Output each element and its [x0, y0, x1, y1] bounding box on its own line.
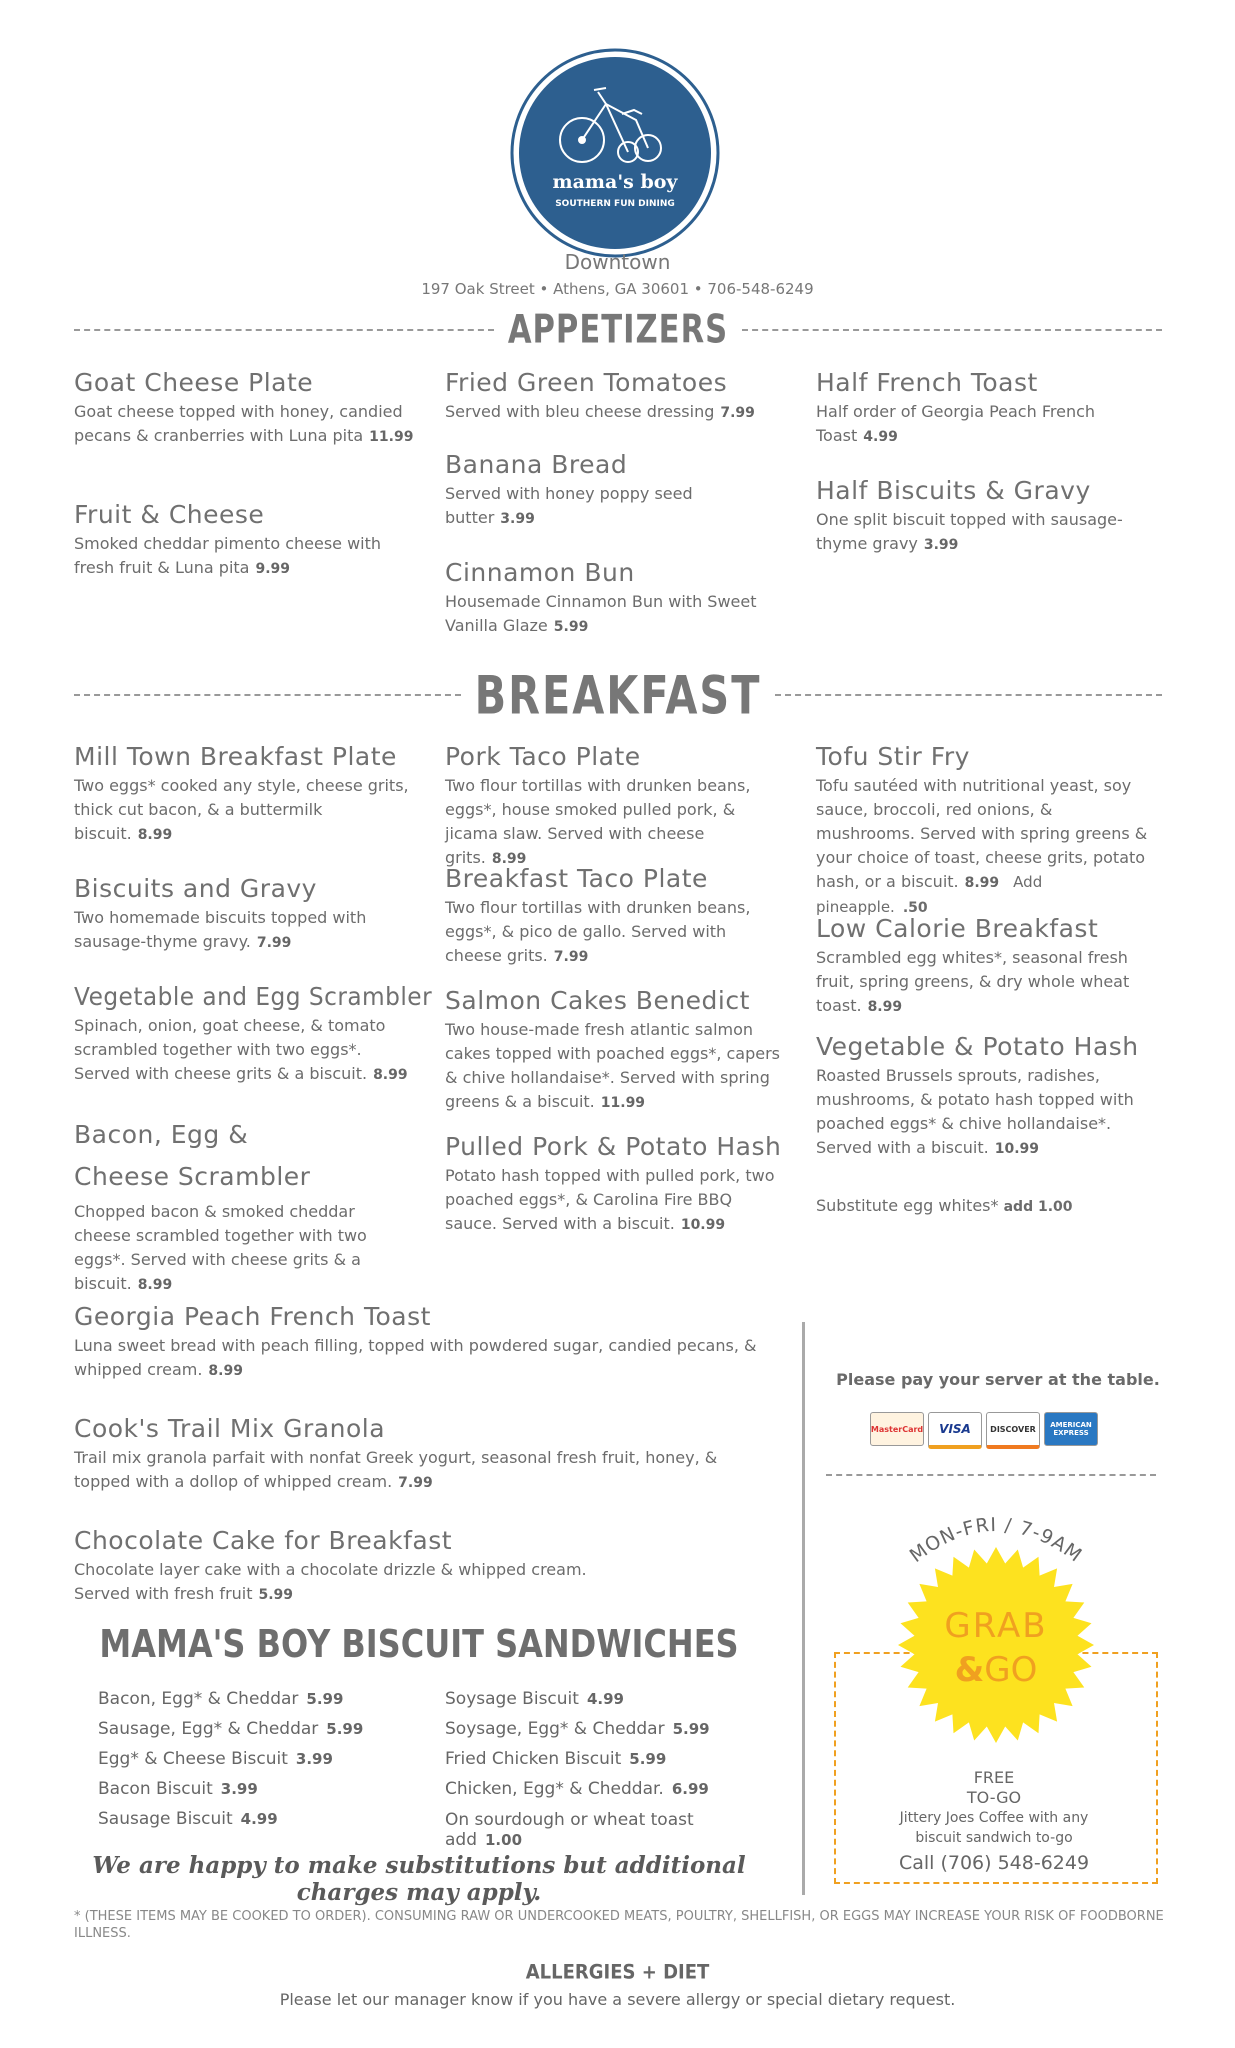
item-name: Biscuits and Gravy: [74, 874, 317, 903]
menu-item: [74, 982, 433, 1087]
item-name: Tofu Stir Fry: [816, 742, 970, 771]
biscuit-sandwiches-title: MAMA'S BOY BISCUIT SANDWICHES: [99, 1621, 739, 1667]
item-price: 5.99: [553, 619, 589, 635]
list-item: Bacon Biscuit 3.99: [98, 1779, 258, 1799]
item-desc: Two eggs* cooked any style, cheese grits, thick cut bacon, & a buttermilk biscuit.: [74, 776, 409, 843]
item-desc: Roasted Brussels sprouts, radishes, mushrooms, & potato hash topped with poached eggs* & chive hollandaise*. Served with a biscuit.: [816, 1066, 1134, 1157]
menu-item: [74, 742, 414, 847]
right-divider: [826, 1474, 1156, 1476]
item-price: 8.99: [964, 875, 1000, 891]
item-name: Salmon Cakes Benedict: [445, 986, 750, 1015]
disclaimer: * (THESE ITEMS MAY BE COOKED TO ORDER). CONSUMING RAW OR UNDERCOOKED MEATS, POULTRY, SHELLFISH, OR EGGS MAY INCREASE YOUR RISK OF FOODBORNE ILLNESS.: [74, 1909, 1164, 1941]
list-item: Sausage Biscuit 4.99: [98, 1809, 278, 1829]
item-desc: Half order of Georgia Peach French Toast: [816, 402, 1096, 445]
biscuit-list-right: [445, 1684, 710, 1850]
item-desc: Chocolate layer cake with a chocolate drizzle & whipped cream. Served with fresh fruit: [74, 1560, 587, 1603]
appetizers-title: APPETIZERS: [507, 307, 729, 353]
mastercard-icon: MasterCard: [870, 1412, 924, 1446]
bread-note: On sourdough or wheat toast add 1.00: [445, 1810, 694, 1850]
item-name: Cinnamon Bun: [445, 558, 635, 587]
appetizers-header: [74, 307, 1162, 353]
item-price: 3.99: [923, 537, 959, 553]
mamas-boy-logo: [510, 48, 720, 258]
allergies-text: Please let our manager know if you have a severe allergy or special dietary request.: [279, 1990, 956, 2009]
list-item: Chicken, Egg* & Cheddar. 6.99: [445, 1779, 709, 1799]
menu-item: [445, 742, 785, 871]
item-desc: Potato hash topped with pulled pork, two poached eggs*, & Carolina Fire BBQ sauce. Served with a biscuit.: [445, 1166, 775, 1233]
item-price: 11.99: [600, 1095, 646, 1111]
item-desc: Scrambled egg whites*, seasonal fresh fruit, spring greens, & dry whole wheat toast.: [816, 948, 1130, 1015]
menu-item: [816, 742, 1156, 920]
item-price: 8.99: [373, 1067, 408, 1083]
list-item: Egg* & Cheese Biscuit 3.99: [98, 1749, 333, 1769]
item-name: Fruit & Cheese: [74, 500, 265, 529]
item-price: 9.99: [255, 561, 291, 577]
grab-and-go-burst: [896, 1545, 1096, 1745]
menu-item: [816, 476, 1156, 557]
item-price: 8.99: [208, 1363, 243, 1379]
item-price: 8.99: [137, 827, 173, 843]
item-price: 11.99: [369, 429, 414, 445]
grab-text: GRAB: [944, 1606, 1048, 1646]
item-price: 10.99: [994, 1141, 1040, 1157]
item-price: 10.99: [680, 1217, 726, 1233]
free-text: FREE: [973, 1768, 1015, 1787]
list-item: Sausage, Egg* & Cheddar 5.99: [98, 1719, 364, 1739]
item-desc: Two flour tortillas with drunken beans, eggs*, house smoked pulled pork, & jicama slaw. Served with cheese grits.: [445, 776, 751, 867]
location-name: Downtown: [564, 250, 671, 274]
item-name: Breakfast Taco Plate: [445, 864, 708, 893]
item-price: 7.99: [256, 935, 292, 951]
item-desc: Served with bleu cheese dressing: [445, 402, 715, 421]
list-item: Fried Chicken Biscuit 5.99: [445, 1749, 667, 1769]
item-desc: Two flour tortillas with drunken beans, eggs*, & pico de gallo. Served with cheese grits.: [445, 898, 751, 965]
item-name: Half Biscuits & Gravy: [816, 476, 1091, 505]
go-text: GO: [984, 1650, 1038, 1690]
menu-item: [74, 368, 414, 449]
item-desc: Two homemade biscuits topped with sausage-thyme gravy.: [74, 908, 367, 951]
menu-item: [816, 368, 1156, 449]
item-desc: Smoked cheddar pimento cheese with fresh fruit & Luna pita: [74, 534, 382, 577]
item-name: Low Calorie Breakfast: [816, 914, 1099, 943]
item-name: Georgia Peach French Toast: [74, 1302, 431, 1331]
item-desc: Tofu sautéed with nutritional yeast, soy sauce, broccoli, red onions, & mushrooms. Served with spring greens & your choice of toast, cheese grits, potato hash, or a biscuit.: [816, 776, 1148, 891]
call-number: Call (706) 548-6249: [898, 1852, 1090, 1874]
menu-item: [445, 368, 785, 425]
menu-item: [445, 1132, 785, 1237]
menu-item: [445, 558, 785, 639]
location-address: 197 Oak Street • Athens, GA 30601 • 706-548-6249: [421, 280, 814, 298]
breakfast-title: BREAKFAST: [474, 663, 762, 727]
amp-text: &: [954, 1650, 985, 1690]
breakfast-header: [74, 663, 1162, 727]
item-desc: Trail mix granola parfait with nonfat Greek yogurt, seasonal fresh fruit, honey, & topped with a dollop of whipped cream.: [74, 1448, 718, 1491]
svg-text:&GO: [955, 1650, 1038, 1690]
list-item: Bacon, Egg* & Cheddar 5.99: [98, 1689, 344, 1709]
item-addon-price: .50: [902, 900, 928, 916]
item-name: Fried Green Tomatoes: [445, 368, 728, 397]
list-item: Soysage Biscuit 4.99: [445, 1689, 624, 1709]
menu-item: [74, 874, 414, 955]
item-price: 3.99: [500, 511, 535, 527]
item-desc: Served with honey poppy seed butter: [445, 484, 693, 527]
item-price: 7.99: [553, 949, 589, 965]
item-price: 8.99: [137, 1277, 173, 1293]
item-desc: Chopped bacon & smoked cheddar cheese scrambled together with two eggs*. Served with cheese grits & a biscuit.: [74, 1202, 367, 1293]
grab-and-go-offer: [834, 1768, 1154, 1848]
item-name: Cook's Trail Mix Granola: [74, 1414, 386, 1443]
logo-tagline: SOUTHERN FUN DINING: [555, 199, 675, 209]
menu-item: [816, 914, 1156, 1019]
item-price: 8.99: [491, 851, 527, 867]
discover-icon: DISCOVER: [986, 1412, 1040, 1449]
item-price: 5.99: [258, 1587, 294, 1603]
substitute-note: [816, 1196, 1073, 1215]
substitutions-note: We are happy to make substitutions but additional charges may apply.: [92, 1852, 746, 1906]
item-desc: Housemade Cinnamon Bun with Sweet Vanilla Glaze: [445, 592, 757, 635]
substitute-price: add 1.00: [1003, 1199, 1073, 1215]
item-addon: Add pineapple.: [816, 873, 1043, 916]
item-desc: Two house-made fresh atlantic salmon cakes topped with poached eggs*, capers & chive hollandaise*. Served with spring greens & a biscuit.: [445, 1020, 781, 1111]
item-name: Mill Town Breakfast Plate: [74, 742, 397, 771]
item-price: 7.99: [398, 1475, 433, 1491]
menu-item: [445, 986, 785, 1115]
item-name: Vegetable & Potato Hash: [816, 1032, 1139, 1061]
list-item: Soysage, Egg* & Cheddar 5.99: [445, 1719, 710, 1739]
svg-text:MON-FRI / 7-9AM: MON-FRI / 7-9AM: [905, 1513, 1087, 1568]
item-name: Goat Cheese Plate: [74, 368, 314, 397]
togo-text: TO-GO: [966, 1788, 1022, 1807]
item-name: Bacon, Egg & Cheese Scrambler: [74, 1120, 311, 1191]
menu-item: [74, 500, 414, 581]
biscuit-list-left: [98, 1684, 363, 1834]
item-desc: One split biscuit topped with sausage-thyme gravy: [816, 510, 1123, 553]
menu-item: [816, 1032, 1156, 1161]
item-price: 4.99: [863, 429, 898, 445]
vertical-divider: [802, 1322, 805, 1895]
menu-item: [74, 1526, 634, 1607]
item-name: Chocolate Cake for Breakfast: [74, 1526, 453, 1555]
substitute-text: Substitute egg whites*: [816, 1196, 999, 1215]
offer-line-1: Jittery Joes Coffee with any: [899, 1810, 1089, 1826]
logo-name: mama's boy: [552, 171, 678, 193]
menu-item: [445, 864, 785, 969]
item-name: Pork Taco Plate: [445, 742, 641, 771]
visa-icon: VISA: [928, 1412, 982, 1449]
allergies-title: ALLERGIES + DIET: [525, 1960, 710, 1985]
item-desc: Goat cheese topped with honey, candied pecans & cranberries with Luna pita: [74, 402, 403, 445]
item-desc: Luna sweet bread with peach filling, topped with powdered sugar, candied pecans, & whipped cream.: [74, 1336, 757, 1379]
item-name: Banana Bread: [445, 450, 628, 479]
amex-icon: AMERICAN EXPRESS: [1044, 1412, 1098, 1446]
item-price: 8.99: [867, 999, 903, 1015]
item-name: Pulled Pork & Potato Hash: [445, 1132, 782, 1161]
payment-note: Please pay your server at the table.: [836, 1370, 1160, 1389]
item-name: Half French Toast: [816, 368, 1038, 397]
menu-item: [445, 450, 785, 531]
item-price: 7.99: [720, 405, 755, 421]
item-desc: Spinach, onion, goat cheese, & tomato scrambled together with two eggs*. Served with cheese grits & a biscuit.: [74, 1016, 386, 1083]
menu-item: [74, 1114, 414, 1297]
menu-item: [74, 1414, 774, 1495]
offer-line-2: biscuit sandwich to-go: [915, 1830, 1073, 1846]
menu-item: [74, 1302, 774, 1383]
item-name: Vegetable and Egg Scrambler: [74, 982, 433, 1011]
